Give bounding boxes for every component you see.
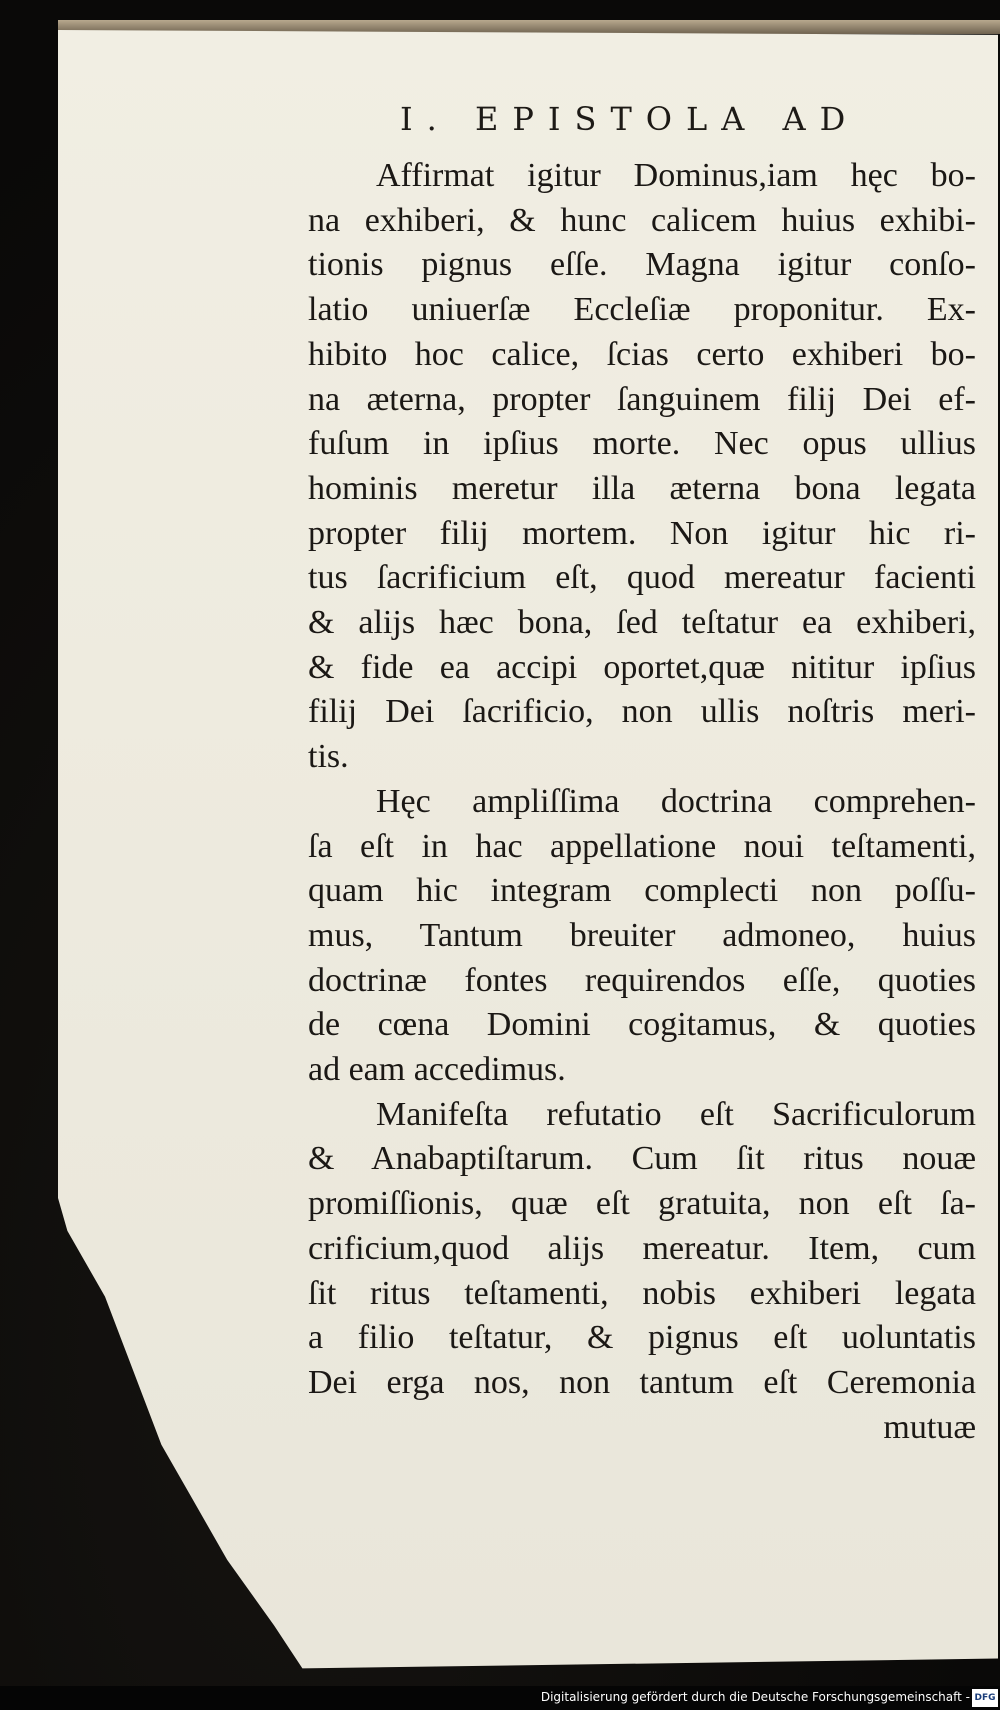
text-line: & Anabaptiſtarum. Cum ſit ritus nouæ — [308, 1140, 976, 1178]
text-line: hibito hoc calice, ſcias certo exhiberi bo- — [308, 335, 976, 373]
text-line: & alijs hæc bona, ſed teſtatur ea exhiberi, — [308, 604, 976, 642]
text-line: Manifeſta refutatio eſt Sacrificulorum — [376, 1095, 976, 1133]
text-line: na æterna, propter ſanguinem filij Dei ef- — [308, 380, 976, 418]
footer-credit-text: Digitalisierung gefördert durch die Deutsche Forschungsgemeinschaft - — [540, 1690, 970, 1704]
text-line: fuſum in ipſius morte. Nec opus ullius — [308, 425, 976, 463]
text-line: Affirmat igitur Dominus,iam hęc bo- — [376, 157, 976, 194]
text-line: hominis meretur illa æterna bona legata — [308, 469, 976, 507]
text-line: tionis pignus eſſe. Magna igitur conſo- — [308, 246, 976, 284]
text-line: mus, Tantum breuiter admoneo, huius — [308, 916, 976, 954]
digitization-footer — [0, 1686, 1000, 1710]
text-line: a filio teſtatur, & pignus eſt uoluntatis — [308, 1319, 976, 1357]
running-header: I. EPISTOLA AD — [400, 100, 860, 138]
text-line: quam hic integram complecti non poſſu- — [308, 872, 976, 910]
text-line: doctrinæ fontes requirendos eſſe, quoties — [308, 961, 976, 999]
text-line: de cœna Domini cogitamus, & quoties — [308, 1006, 976, 1044]
text-line: na exhiberi, & hunc calicem huius exhibi- — [308, 201, 976, 239]
text-line: Dei erga nos, non tantum eſt Ceremonia — [308, 1363, 976, 1401]
body-text — [308, 154, 976, 1450]
dfg-logo-icon: DFG — [972, 1689, 998, 1707]
text-line: ſa eſt in hac appellatione noui teſtamenti, — [308, 827, 976, 865]
text-line: latio uniuerſæ Eccleſiæ proponitur. Ex- — [308, 291, 976, 329]
text-line: promiſſionis, quæ eſt gratuita, non eſt ſa- — [308, 1185, 976, 1223]
text-line: tus ſacrificium eſt, quod mereatur facienti — [308, 559, 976, 597]
catchword: mutuæ — [883, 1408, 976, 1446]
text-line: & fide ea accipi oportet,quæ nititur ipſius — [308, 648, 976, 686]
text-line: propter filij mortem. Non igitur hic ri- — [308, 514, 976, 552]
text-line: ſit ritus teſtamenti, nobis exhiberi legata — [308, 1274, 976, 1312]
text-line: Hęc ampliſſima doctrina comprehen- — [376, 782, 976, 820]
text-line: filij Dei ſacrificio, non ullis noſtris meri- — [308, 693, 976, 731]
text-line: tis. — [308, 738, 349, 776]
text-line: crificium,quod alijs mereatur. Item, cum — [308, 1229, 976, 1267]
text-line: ad eam accedimus. — [308, 1051, 566, 1089]
